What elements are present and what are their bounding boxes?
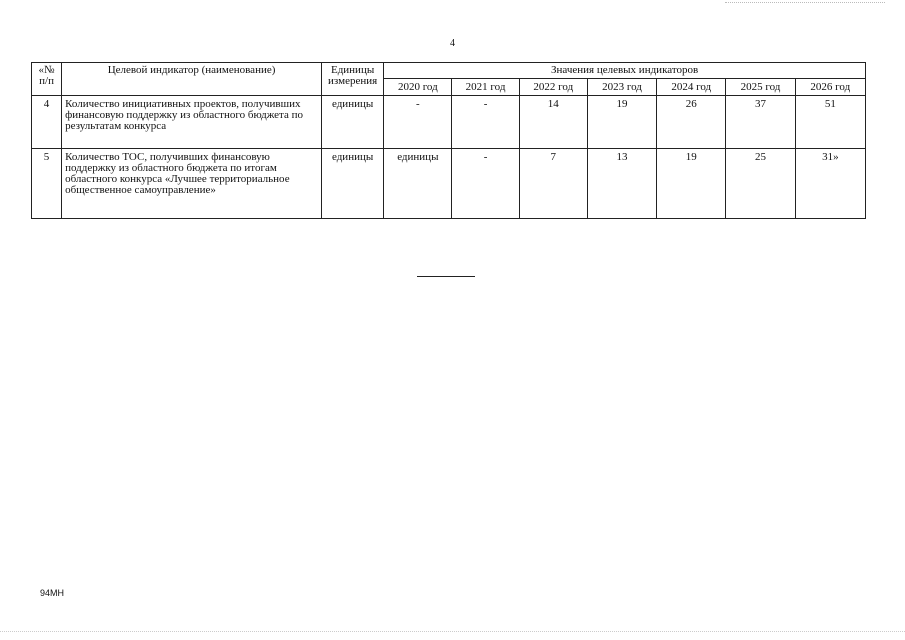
table-row [32,149,866,219]
row-indicator-name: Количество инициативных проектов, получивших финансовую поддержку из областного бюджета по результатам конкурса [62,96,322,149]
header-values-group: Значения целевых индикаторов [384,63,866,79]
header-year: 2020 год [384,79,452,96]
target-indicators-table [31,62,866,219]
row-value: 25 [726,149,795,219]
row-unit: единицы [322,96,384,149]
header-year: 2026 год [795,79,865,96]
header-year: 2024 год [657,79,726,96]
row-num: 5 [32,149,62,219]
row-value: 37 [726,96,795,149]
header-year: 2025 год [726,79,795,96]
header-num: «№ п/п [32,63,62,96]
row-value: 19 [587,96,656,149]
row-indicator-name: Количество ТОС, получивших финансовую поддержку из областного бюджета по итогам областного конкурса «Лучшее территориальное общественное самоуправление» [62,149,322,219]
row-value: 13 [587,149,656,219]
scan-artifact [725,2,885,3]
row-value: - [452,149,519,219]
end-divider [417,276,475,277]
row-unit: единицы [322,149,384,219]
footer-code: 94МН [40,588,65,598]
header-unit: Единицы измерения [322,63,384,96]
row-value: 7 [519,149,587,219]
table-row [32,96,866,149]
page-number: 4 [450,38,455,49]
row-value: 31» [795,149,865,219]
row-value: 19 [657,149,726,219]
row-value: - [384,96,452,149]
row-value: 26 [657,96,726,149]
header-year: 2022 год [519,79,587,96]
header-year: 2023 год [587,79,656,96]
row-value: единицы [384,149,452,219]
header-name: Целевой индикатор (наименование) [62,63,322,96]
row-num: 4 [32,96,62,149]
row-value: 14 [519,96,587,149]
scan-artifact [0,631,905,632]
row-value: - [452,96,519,149]
header-year: 2021 год [452,79,519,96]
row-value: 51 [795,96,865,149]
